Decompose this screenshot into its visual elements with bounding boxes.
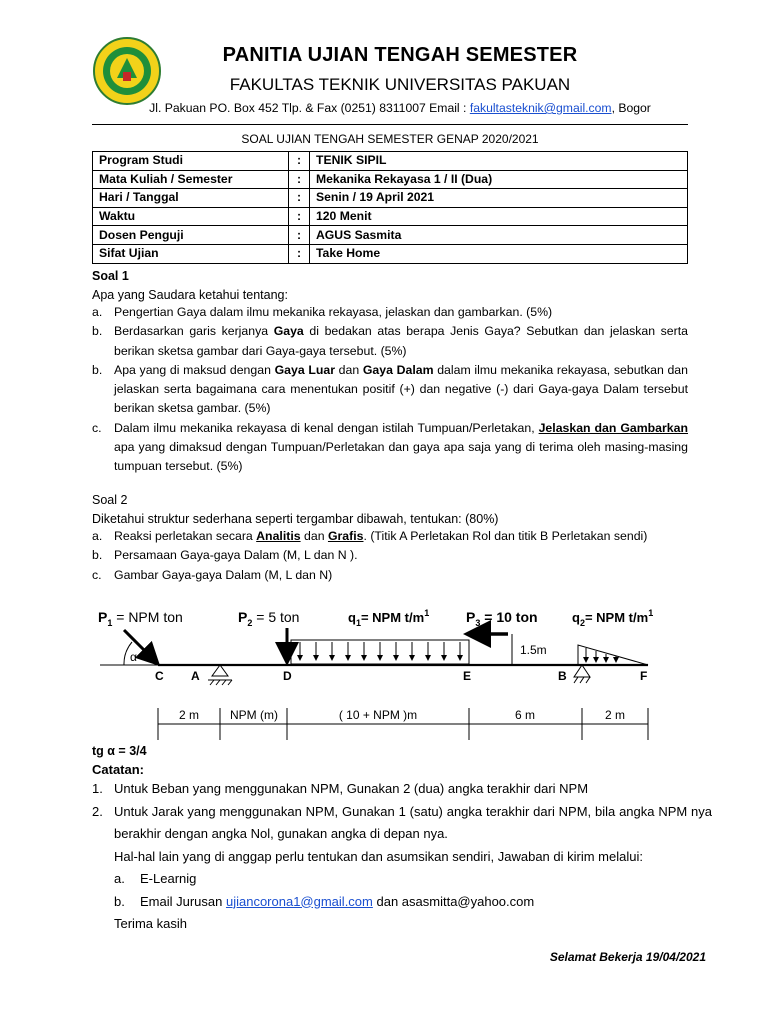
item-marker: 1. [92, 781, 103, 796]
info-sep: : [289, 152, 310, 171]
q1-load-label: $q_1=$ NPM $t/m^1$ [348, 608, 430, 628]
item-marker: b. [114, 893, 125, 909]
university-logo [92, 36, 162, 106]
header-divider [92, 124, 688, 125]
item-marker: c. [92, 567, 102, 582]
address-line [110, 101, 690, 115]
dim-label: 2 m [178, 708, 200, 722]
item-marker: b. [92, 324, 103, 339]
point-label-c: C [155, 669, 164, 683]
item-underlined: Analitis [256, 529, 301, 543]
notes-extra [92, 846, 712, 869]
support-b-pin [574, 665, 590, 683]
table-row [93, 189, 688, 208]
table-row [93, 152, 688, 171]
item-text: . (Titik A Perletakan Rol dan titik B Perletakan sendi) [363, 529, 648, 543]
info-value: TENIK SIPIL [310, 152, 688, 171]
info-value: AGUS Sasmita [310, 226, 688, 245]
info-label: Hari / Tanggal [93, 189, 289, 208]
item-marker: a. [92, 529, 103, 543]
info-label: Waktu [93, 207, 289, 226]
table-row [93, 207, 688, 226]
list-item [92, 566, 712, 585]
list-item [92, 361, 688, 419]
item-text: dalam ilmu mekanika rekayasa, sebutkan dan jelaskan serta bagaimana cara menentukan positif (+) dan negative (-) dari Gaya-gaya Dalam tersebut berikan sketsa gambar. (5%) [114, 362, 688, 416]
soal2-intro: Diketahui struktur sederhana seperti tergambar dibawah, tentukan: (80%) [92, 512, 499, 526]
dim-label: 2 m [604, 708, 626, 722]
list-item [92, 303, 688, 322]
item-text: Reaksi perletakan secara [114, 529, 257, 543]
info-sep: : [289, 189, 310, 208]
item-text: E-Learnig [140, 871, 197, 886]
info-label: Program Studi [93, 152, 289, 171]
item-text: Untuk Beban yang menggunakan NPM, Gunakan 2 (dua) angka terakhir dari NPM [114, 781, 589, 796]
item-underlined: Jelaskan dan Gambarkan [538, 420, 689, 435]
thanks-line [92, 913, 712, 936]
dim-label: 6 m [514, 708, 536, 722]
point-label-d: D [283, 669, 292, 683]
item-bold: Gaya [273, 324, 304, 339]
jurusan-email-link[interactable]: ujiancorona1@gmail.com [225, 893, 373, 909]
item-text: Berdasarkan garis kerjanya [114, 324, 274, 339]
notes-list [92, 778, 712, 936]
item-text: Apa yang di maksud dengan [114, 362, 275, 377]
address-prefix: Jl. Pakuan PO. Box 452 Tlp. & Fax (0251) 8311007 Email : [149, 101, 470, 115]
dim-label: ( 10 + NPM )m [338, 708, 418, 722]
item-text: apa yang dimaksud dengan Tumpuan/Perletakan dan gaya apa saja yang di terima oleh masing-masing tumpuan tersebut. (5%) [114, 440, 688, 474]
item-marker: c. [92, 420, 102, 435]
p3-load-label: $P_3 = 10$ ton [466, 609, 538, 628]
list-item [92, 868, 712, 891]
item-bold: Gaya Luar [274, 362, 335, 377]
q2-triangular-load [578, 645, 648, 665]
committee-title: PANITIA UJIAN TENGAH SEMESTER [222, 44, 578, 66]
item-text: Gambar Gaya-gaya Dalam (M, L dan N) [114, 567, 333, 582]
item-marker: 2. [92, 803, 103, 819]
list-item [92, 419, 688, 477]
point-label-e: E [463, 669, 472, 683]
info-value: Senin / 19 April 2021 [310, 189, 688, 208]
info-sep: : [289, 207, 310, 226]
p1-load-label: $P_1$ = NPM ton [98, 609, 183, 628]
notes-heading: Catatan: [92, 762, 145, 777]
alpha-label: α [130, 650, 137, 664]
point-label-b: B [558, 669, 567, 683]
table-row [93, 226, 688, 245]
q1-load-arrows [300, 642, 460, 660]
footer-closing: Selamat Bekerja 19/04/2021 [549, 950, 706, 964]
info-sep: : [289, 170, 310, 189]
p2-load-label: $P_2 = 5$ ton [238, 609, 300, 628]
soal1-intro: Apa yang Saudara ketahui tentang: [92, 288, 288, 302]
item-text: Untuk Jarak yang menggunakan NPM, Gunakan 1 (satu) angka terakhir dari NPM, bila angka NPM nya berakhir dengan angka Nol, gunakan angka di depan nya. [114, 803, 712, 841]
height-label: 1.5m [520, 643, 547, 657]
soal2-heading: Soal 2 [92, 493, 128, 507]
info-value: 120 Menit [310, 207, 688, 226]
beam-diagram [0, 590, 768, 750]
item-marker: b. [92, 362, 103, 377]
list-item [92, 527, 712, 546]
soal2-list [92, 527, 712, 585]
item-text: Dalam ilmu mekanika rekayasa di kenal dengan istilah Tumpuan/Perletakan, [114, 420, 539, 435]
item-text: dan asasmitta@yahoo.com [372, 893, 535, 909]
list-item [92, 801, 712, 846]
table-row [93, 170, 688, 189]
list-item [92, 322, 688, 361]
thanks-text: Terima kasih [114, 916, 187, 931]
dim-label: NPM (m) [230, 708, 278, 722]
q2-load-label: $q_2=$ NPM $t/m^1$ [572, 608, 654, 628]
item-text: dan [300, 529, 328, 543]
soal1-list [92, 303, 688, 477]
info-value: Mekanika Rekayasa 1 / II (Dua) [310, 170, 688, 189]
item-marker: a. [114, 871, 125, 886]
list-item [92, 546, 712, 565]
address-suffix: , Bogor [611, 101, 651, 115]
info-label: Dosen Penguji [93, 226, 289, 245]
info-sep: : [289, 226, 310, 245]
info-label: Sifat Ujian [93, 244, 289, 263]
exam-info-table [92, 151, 688, 264]
item-text: Email Jurusan [140, 893, 226, 909]
exam-title: SOAL UJIAN TENGAH SEMESTER GENAP 2020/2021 [241, 132, 539, 146]
faculty-email-link[interactable]: fakultasteknik@gmail.com [469, 101, 612, 115]
item-text: Persamaan Gaya-gaya Dalam (M, L dan N ). [114, 548, 358, 563]
item-marker: a. [92, 305, 103, 319]
info-sep: : [289, 244, 310, 263]
table-row [93, 244, 688, 263]
item-text: dan [334, 362, 363, 377]
point-label-f: F [640, 669, 648, 683]
item-underlined: Grafis [327, 529, 364, 543]
faculty-title: FAKULTAS TEKNIK UNIVERSITAS PAKUAN [229, 75, 571, 94]
item-text: Pengertian Gaya dalam ilmu mekanika rekayasa, jelaskan dan gambarkan. (5%) [114, 305, 553, 319]
item-text: di bedakan atas berapa Jenis Gaya? Sebutkan dan jelaskan serta berikan sketsa gambar dari Gaya-gaya tersebut. (5%) [114, 324, 689, 358]
item-marker: b. [92, 548, 103, 563]
item-text: Hal-hal lain yang di anggap perlu tentukan dan asumsikan sendiri, Jawaban di kirim melalui: [114, 848, 643, 864]
list-item [92, 778, 712, 801]
point-label-a: A [191, 669, 200, 683]
info-label: Mata Kuliah / Semester [93, 170, 289, 189]
item-bold: Gaya Dalam [362, 362, 434, 377]
info-value: Take Home [310, 244, 688, 263]
tangent-alpha: tg α = 3/4 [92, 744, 147, 758]
list-item [92, 891, 712, 914]
support-a-roller [208, 665, 232, 685]
soal1-heading: Soal 1 [92, 269, 129, 283]
